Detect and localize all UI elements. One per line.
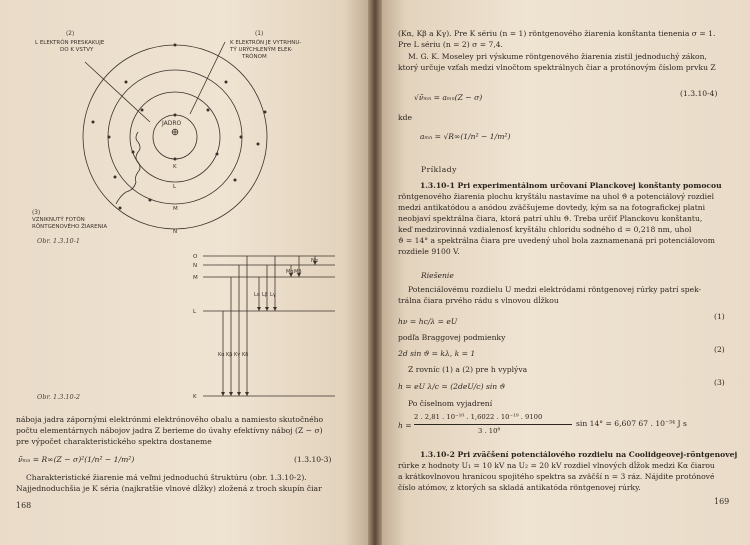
right-text-line: M. G. K. Moseley pri výskume röntgenového žiarenia zistil jednoduchý zákon, (408, 52, 707, 61)
z-rovnic-text: Z rovníc (1) a (2) pre h vyplýva (408, 365, 528, 374)
k-delta-label: Kδ (242, 352, 249, 358)
label-1-line2: TÝ URÝCHLENÝM ELEK- (230, 47, 293, 53)
k-gamma-label: Kγ (234, 352, 241, 358)
equation-s2-number: (2) (714, 345, 725, 354)
equation-1-3-10-3: ν̃ₘₙ = R∞(Z − σ)²(1/n² − 1/m²) (18, 455, 135, 464)
example-2-line: rúrke z hodnoty U₁ = 10 kV na U₂ = 20 kV rozdiel vlnových dĺžok medzi Kα čiarou (398, 461, 715, 470)
equation-s4-numerator: 2 . 2,81 . 10⁻¹⁰ . 1,6022 . 10⁻¹⁹ . 9100 (414, 413, 543, 421)
label-1-marker: (1) (255, 31, 264, 37)
level-k-label: K (193, 394, 197, 400)
shell-n-ring (83, 45, 267, 229)
equation-s4-denominator: 3 . 10⁸ (478, 427, 501, 435)
n-alpha-label: Nα (311, 258, 319, 264)
solution-line: Potenciálovému rozdielu U medzi elektródami röntgenovej rúrky patrí spek- (408, 285, 702, 294)
level-n-label: N (193, 263, 198, 269)
example-1-line: röntgenového žiarenia plochu kryštálu nastavíme na uhol ϑ a potenciálový rozdiel (398, 192, 715, 201)
energy-level-diagram (185, 248, 345, 403)
l-gamma-label: Lγ (270, 292, 276, 298)
shell-n-label: N (173, 229, 178, 235)
example-1-line: rozdiele 9100 V. (398, 247, 460, 256)
equation-s1: hν = hc/λ = eU (398, 317, 458, 326)
photon-wave (116, 132, 140, 204)
figure-1-caption: Obr. 1.3.10-1 (37, 237, 81, 245)
riesenie-heading: Riešenie (421, 271, 454, 280)
equation-s3: h = eU λ/c = (2deU/c) sin ϑ (398, 382, 505, 391)
example-1-line: 1.3.10-1 Pri experimentálnom určovaní Planckovej konštanty pomocou (420, 181, 722, 190)
level-o-label: O (193, 254, 198, 260)
label-3-line1: VZNIKNUTÝ FOTÓN (32, 217, 85, 223)
example-1-line: ϑ = 14° a spektrálna čiara pre uvedený uhol bola zaznamenaná pri potenciálovom (398, 236, 715, 245)
m-beta-label: Mβ (294, 269, 302, 275)
level-l-label: L (193, 309, 197, 315)
atom-shell-diagram (30, 22, 350, 247)
level-m-label: M (193, 275, 198, 281)
label-1-line1: K ELEKTRÓN JE VYTRHNU- (230, 40, 302, 46)
right-text-line: Pre L sériu (n = 2) σ = 7,4. (398, 40, 503, 49)
left-page-number: 168 (16, 501, 32, 510)
equation-s2: 2d sin ϑ = kλ, k = 1 (398, 349, 476, 358)
shell-k-label: K (173, 164, 177, 170)
k-alpha-label: Kα (218, 352, 225, 358)
shell-m-label: M (173, 206, 178, 212)
equation-1-3-10-3-number: (1.3.10-3) (294, 455, 332, 464)
right-text-line: (Kα, Kβ a Kγ). Pre K sériu (n = 1) röntgenového žiarenia konštanta tienenia σ = 1. (398, 29, 716, 38)
figure-2-caption: Obr. 1.3.10-2 (37, 393, 81, 401)
equation-a-mn: aₘₙ = √R∞(1/n² − 1/m²) (420, 132, 511, 141)
example-1-line: neobjaví spektrálna čiara, ktorá patrí uhlu ϑ. Treba určiť Planckovu konštantu, (398, 214, 703, 223)
shell-l-label: L (173, 184, 177, 190)
label-1-line3: TRÓNOM (242, 54, 267, 60)
priklady-heading: Príklady (421, 165, 457, 174)
label-3-line2: RÖNTGENOVÉHO ŽIARENIA (32, 224, 108, 230)
left-text-line: pre výpočet charakteristického spektra dostaneme (16, 437, 212, 446)
equation-s1-number: (1) (714, 312, 725, 321)
right-text-line: ktorý určuje vzťah medzi vlnočtom spektrálnych čiar a protónovým číslom prvku Z (398, 63, 716, 72)
book-gutter (368, 0, 382, 545)
equation-s4-rhs: sin 14° = 6,607 67 . 10⁻³⁴ J s (576, 419, 687, 428)
nucleus-label: JADRO (162, 120, 182, 127)
left-text-line: náboja jadra zápornými elektrónmi elektrónového obalu a namiesto skutočného (16, 415, 324, 424)
equation-1-3-10-4-number: (1.3.10-4) (680, 89, 718, 98)
equation-s3-number: (3) (714, 378, 725, 387)
equation-s4-lhs: h = (398, 421, 412, 430)
right-page-number: 169 (714, 497, 730, 506)
example-2-line: číslo atómov, z ktorých sa skladá antikatóda röntgenovej rúrky. (398, 483, 641, 492)
l-alpha-label: Lα (254, 292, 261, 298)
left-text-line: Charakteristické žiarenie má veľmi jednoduchú štruktúru (obr. 1.3.10-2). (26, 473, 307, 482)
label-2-marker: (2) (66, 31, 75, 37)
label-3-marker: (3) (32, 210, 41, 216)
example-1-line: medzi antikatódou a anódou zväčšujeme dovtedy, kým sa na fotografickej platni (398, 203, 706, 212)
example-2-line: a krátkovlnovou hranicou spojitého spektra sa zväčší n = 3 ráz. Nájdite protónové (398, 472, 715, 481)
po-ciselnom-text: Po číselnom vyjadrení (408, 399, 493, 408)
left-text-line: počtu elementárnych nábojov jadra Z berieme do úvahy efektívny náboj (Z − σ) (16, 426, 323, 435)
kde-text: kde (398, 113, 412, 122)
k-beta-label: Kβ (226, 352, 233, 358)
left-text-line: Najjednoduchšia je K séria (najkratšie vlnové dĺžky) zložená z troch skupín čiar (16, 484, 322, 493)
l-beta-label: Lβ (262, 292, 268, 298)
m-alpha-label: Mα (286, 269, 294, 275)
fraction-bar (414, 424, 572, 425)
solution-line: trálna čiara prvého rádu s vlnovou dĺžkou (398, 296, 559, 305)
equation-1-3-10-4: √ν̃ₘₙ = aₘₙ(Z − σ) (414, 93, 483, 102)
label-2-line2: DO K VSTVY (60, 47, 94, 53)
label-2-line1: L ELEKTRÓN PRESKAKUJE (35, 40, 105, 46)
example-1-line: keď medzirovinná vzdialenosť kryštálu chloridu sodného d = 0,218 nm, uhol (398, 225, 692, 234)
bragg-text: podľa Braggovej podmienky (398, 333, 506, 342)
example-2-line: 1.3.10-2 Pri zväčšení potenciálového rozdielu na Coolidgeovej-röntgenovej (420, 450, 738, 459)
